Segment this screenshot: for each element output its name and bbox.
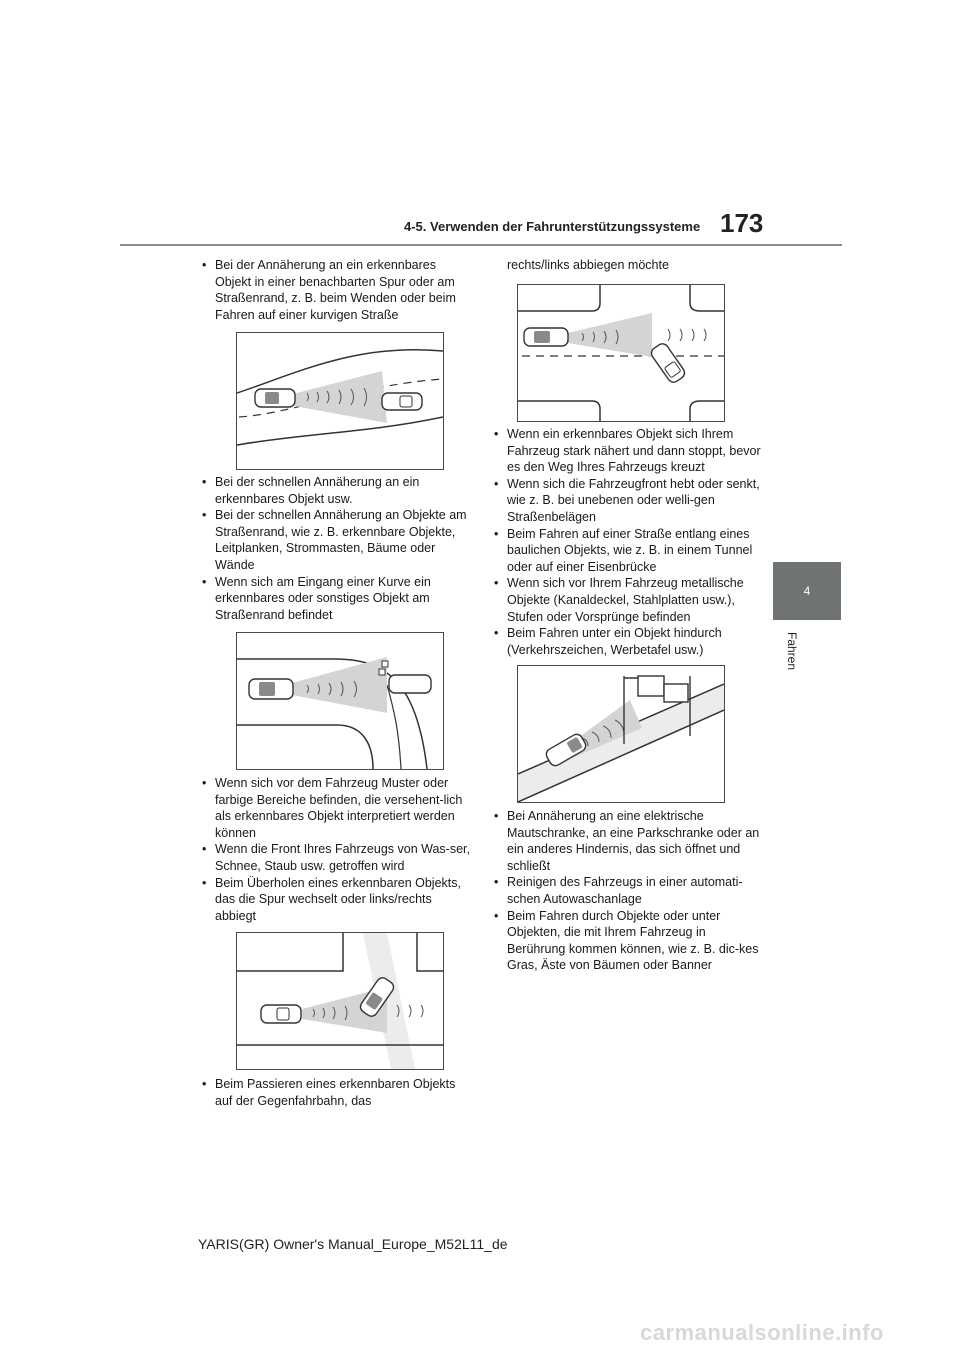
right-continuation <box>490 257 762 274</box>
list-item: • Beim Überholen eines erkennbaren Objekts, das die Spur wechselt oder links/rechts abbiegt <box>198 875 470 925</box>
list-item: • Wenn sich vor Ihrem Fahrzeug metallische Objekte (Kanaldeckel, Stahlplatten usw.), Stufen oder Vorsprünge befinden <box>490 575 762 625</box>
footer-manual-id: YARIS(GR) Owner's Manual_Europe_M52L11_de <box>198 1236 508 1252</box>
chapter-number: 4 <box>803 584 811 598</box>
chapter-tab[interactable] <box>773 562 841 620</box>
illustration-overtaking <box>237 933 443 1069</box>
list-item: • Bei der schnellen Annäherung an ein erkennbares Objekt usw. <box>198 474 470 507</box>
right-block-2 <box>490 808 762 974</box>
list-item: • Beim Fahren durch Objekte oder unter Objekten, die mit Ihrem Fahrzeug in Berührung kommen können, wie z. B. dic-kes Gras, Äste von Bäumen oder Banner <box>490 908 762 974</box>
list-item: • Bei der schnellen Annäherung an Objekte am Straßenrand, wie z. B. erkennbare Objekte, Leitplanken, Strommasten, Bäume oder Wände <box>198 507 470 573</box>
figure-overhead-sign <box>517 665 725 803</box>
chapter-side-label: Fahren <box>785 632 799 671</box>
illustration-oncoming-turn <box>518 285 724 421</box>
list-item: • Wenn ein erkennbares Objekt sich Ihrem Fahrzeug stark nähert und dann stoppt, bevor es den Weg Ihres Fahrzeugs kreuzt <box>490 426 762 476</box>
figure-curve-entrance <box>236 632 444 770</box>
header-rule <box>120 244 842 246</box>
right-block-1 <box>490 426 762 658</box>
list-item: • Beim Fahren unter ein Objekt hindurch (Verkehrszeichen, Werbetafel usw.) <box>490 625 762 658</box>
page-number: 173 <box>720 208 764 238</box>
watermark: carmanualsonline.info <box>640 1320 884 1345</box>
left-block-4 <box>198 1076 470 1109</box>
continuation-text: rechts/links abbiegen möchte <box>507 258 669 272</box>
figure-overtaking <box>236 932 444 1070</box>
illustration-overhead-sign <box>518 666 724 802</box>
figure-oncoming-turn <box>517 284 725 422</box>
left-block-2 <box>198 474 470 623</box>
list-item: • Wenn sich am Eingang einer Kurve ein erkennbares oder sonstiges Objekt am Straßenrand befindet <box>198 574 470 624</box>
list-item: • Wenn die Front Ihres Fahrzeugs von Was-ser, Schnee, Staub usw. getroffen wird <box>198 841 470 874</box>
left-block-1 <box>198 257 470 323</box>
list-item: • Wenn sich vor dem Fahrzeug Muster oder farbige Bereiche befinden, die versehent-lich als erkennbares Objekt interpretiert werden können <box>198 775 470 841</box>
illustration-curved-road <box>237 333 443 469</box>
illustration-curve-entrance <box>237 633 443 769</box>
left-block-3 <box>198 775 470 924</box>
list-item: • Beim Fahren auf einer Straße entlang eines baulichen Objekts, wie z. B. in einem Tunnel oder auf einer Eisenbrücke <box>490 526 762 576</box>
list-item: • Bei der Annäherung an ein erkennbares Objekt in einer benachbarten Spur oder am Straßenrand, z. B. beim Wenden oder beim Fahren auf einer kurvigen Straße <box>198 257 470 323</box>
section-title: 4-5. Verwenden der Fahrunterstützungssysteme <box>404 219 701 234</box>
list-item: • Wenn sich die Fahrzeugfront hebt oder senkt, wie z. B. bei unebenen oder welli-gen Straßenbelägen <box>490 476 762 526</box>
list-item: • Bei Annäherung an eine elektrische Mautschranke, an eine Parkschranke oder an ein anderes Hindernis, das sich öffnet und schließt <box>490 808 762 874</box>
list-item: • Reinigen des Fahrzeugs in einer automati-schen Autowaschanlage <box>490 874 762 907</box>
list-item: • Beim Passieren eines erkennbaren Objekts auf der Gegenfahrbahn, das <box>198 1076 470 1109</box>
figure-curved-road <box>236 332 444 470</box>
